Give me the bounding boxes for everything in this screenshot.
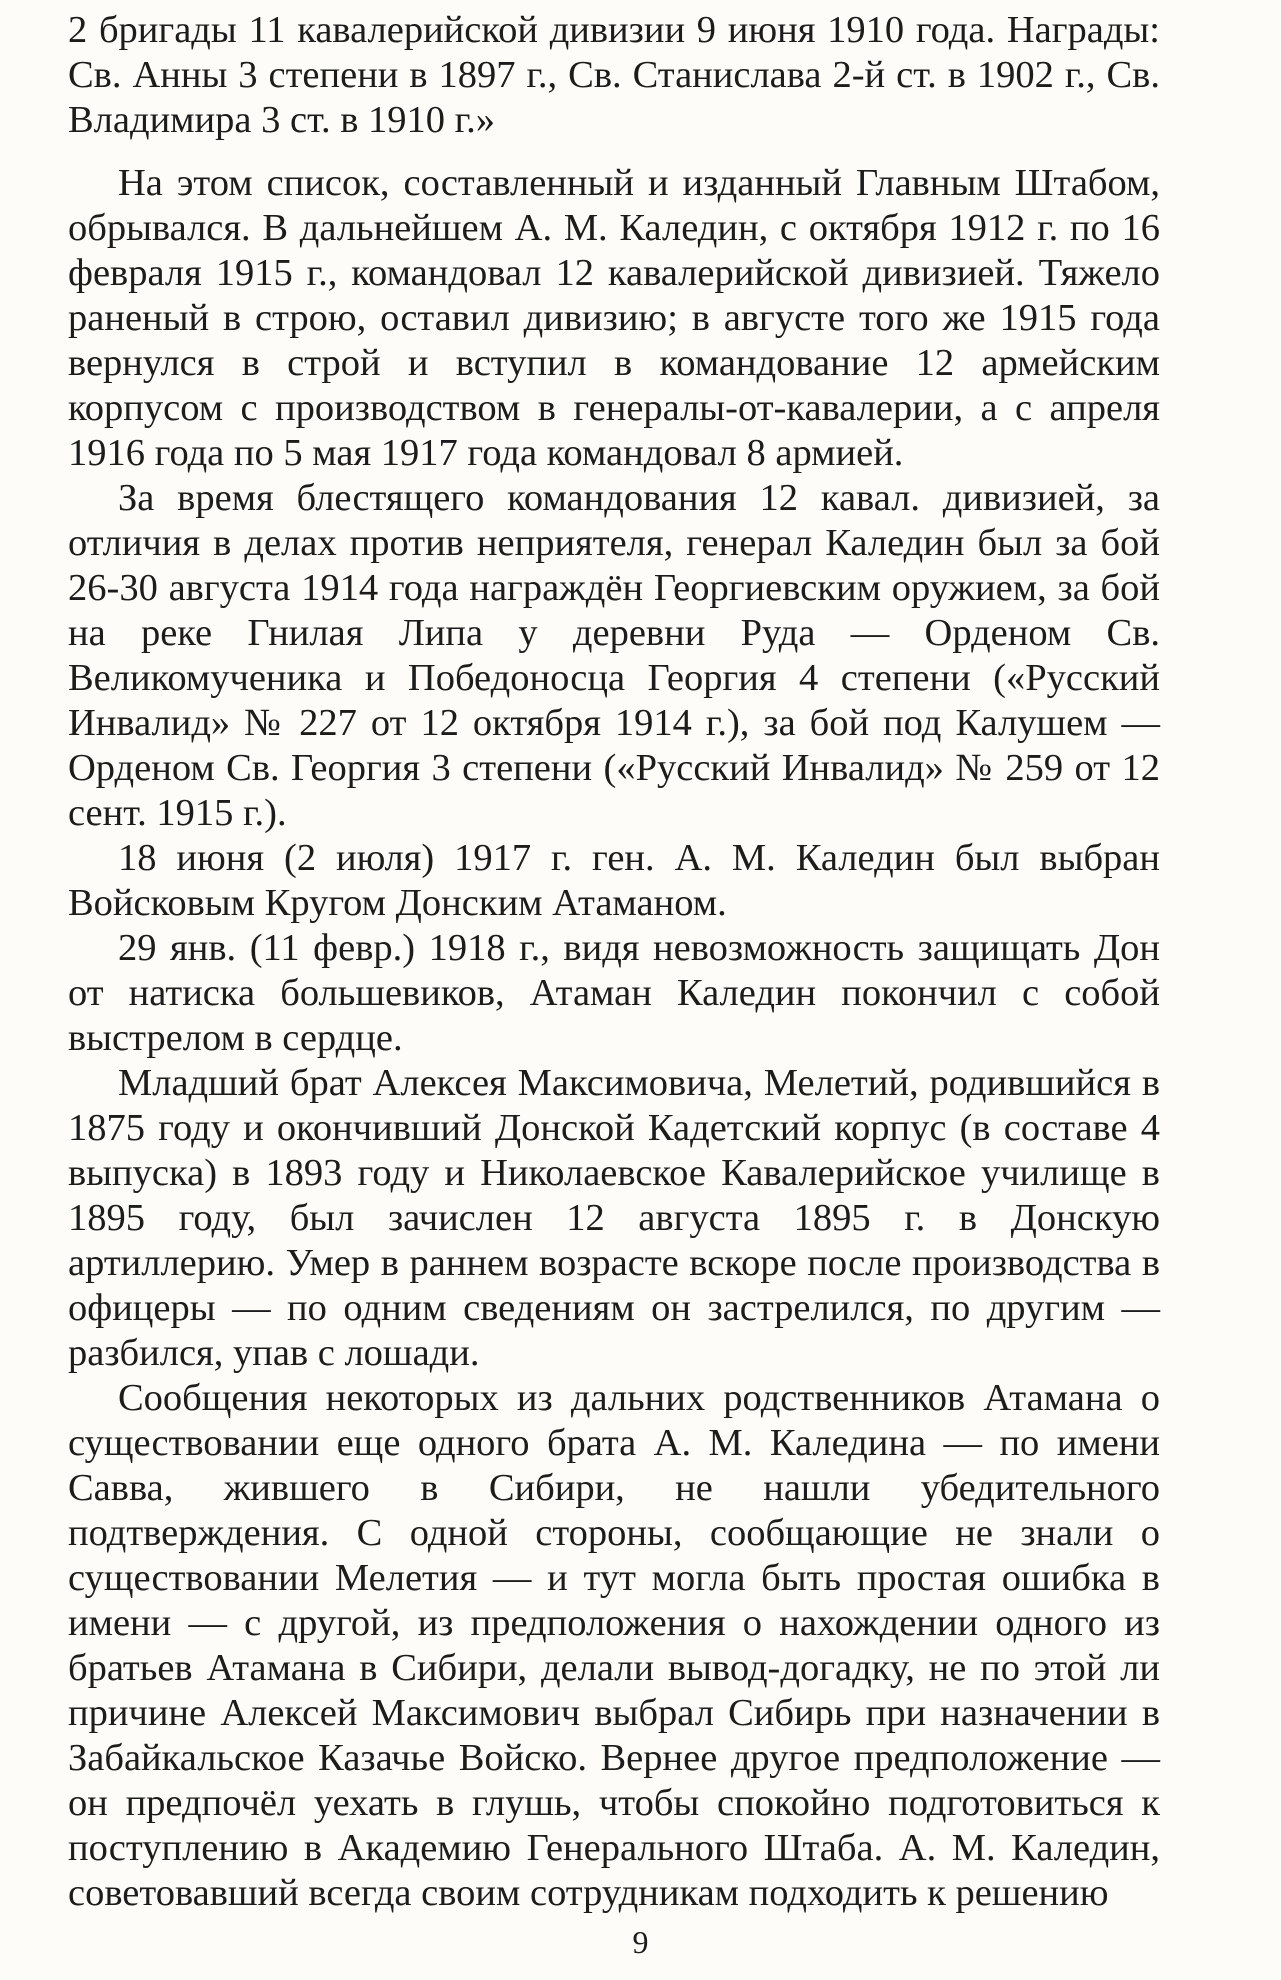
paragraph-awards: 2 бригады 11 кавалерийской дивизии 9 июня 1910 года. Награды: Св. Анны 3 степени в 1897 г., Св. Станислава 2-й ст. в 1902 г., Св. Владимира 3 ст. в 1910 г.»: [68, 9, 1160, 141]
paragraph-election: 18 июня (2 июля) 1917 г. ген. А. М. Каледин был выбран Войсковым Кругом Донским Атаманом.: [68, 837, 1160, 924]
paragraph-command-history: На этом список, составленный и изданный Главным Штабом, обрывался. В дальнейшем А. М. Каледин, с октября 1912 г. по 16 февраля 1915 г., командовал 12 кавалерийской дивизией. Тяжело раненый в строю, оставил дивизию; в августе того же 1915 года вернулся в строй и вступил в командование 12 армейским корпусом с производством в генералы-от-кавалерии, а с апреля 1916 года по 5 мая 1917 года командовал 8 армией.: [68, 162, 1160, 474]
page-number: 9: [632, 1924, 649, 1960]
paragraph-decorations: За время блестящего командования 12 кавал. дивизией, за отличия в делах против неприятеля, генерал Каледин был за бой 26-30 августа 1914 года награждён Георгиевским оружием, за бой на реке Гнилая Липа у деревни Руда — Орденом Св. Великомученика и Победоносца Георгия 4 степени («Русский Инвалид» № 227 от 12 октября 1914 г.), за бой под Калушем — Орденом Св. Георгия 3 степени («Русский Инвалид» № 259 от 12 сент. 1915 г.).: [68, 477, 1160, 834]
paragraph-brother-meletiy: Младший брат Алексея Максимовича, Мелетий, родившийся в 1875 году и окончивший Донской Кадетский корпус (в составе 4 выпуска) в 1893 году и Николаевское Кавалерийское училище в 1895 году, был зачислен 12 августа 1895 г. в Донскую артиллерию. Умер в раннем возрасте вскоре после производства в офицеры — по одним сведениям он застрелился, по другим — разбился, упав с лошади.: [68, 1062, 1160, 1374]
paragraph-brother-savva: Сообщения некоторых из дальних родственников Атамана о существовании еще одного брата А. М. Каледина — по имени Савва, жившего в Сибири, не нашли убедительного подтверждения. С одной стороны, сообщающие не знали о существовании Мелетия — и тут могла быть простая ошибка в имени — с другой, из предположения о нахождении одного из братьев Атамана в Сибири, делали вывод-догадку, не по этой ли причине Алексей Максимович выбрал Сибирь при назначении в Забайкальское Казачье Войско. Вернее другое предположение — он предпочёл уехать в глушь, чтобы спокойно подготовиться к поступлению в Академию Генерального Штаба. А. М. Каледин, советовавший всегда своим сотрудникам подходить к решению: [68, 1377, 1160, 1914]
page-body: [68, 8, 1160, 1916]
paragraph-death: 29 янв. (11 февр.) 1918 г., видя невозможность защищать Дон от натиска большевиков, Атаман Каледин покончил с собой выстрелом в сердце.: [68, 927, 1160, 1059]
